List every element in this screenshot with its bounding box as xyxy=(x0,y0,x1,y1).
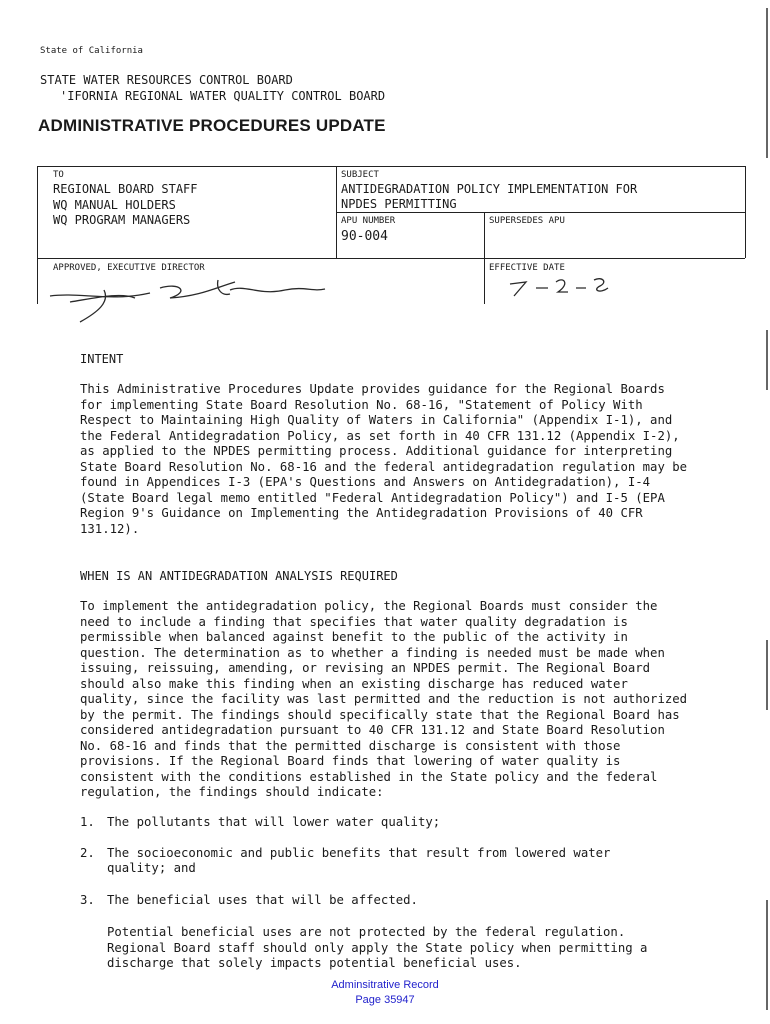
note-paragraph xyxy=(107,925,647,972)
text-line: provisions. If the Regional Board finds that lowering of water quality is xyxy=(80,754,621,768)
text-line: This Administrative Procedures Update provides guidance for the Regional Boards xyxy=(80,382,665,396)
text-line: for implementing State Board Resolution No. 68-16, "Statement of Policy With xyxy=(80,397,643,412)
effective-date-handwriting xyxy=(500,272,620,302)
text-line: question. The determination as to whether a finding is needed must be made when xyxy=(80,645,665,660)
text-line: the Federal Antidegradation Policy, as set forth in 40 CFR 131.12 (Appendix I-2), xyxy=(80,428,680,443)
scan-edge-mark xyxy=(766,640,768,710)
list-item: quality; and xyxy=(107,861,196,875)
supersedes-label: SUPERSEDES APU xyxy=(489,216,565,226)
text-line: by the permit. The findings should specifically state that the Regional Board has xyxy=(80,707,680,722)
text-line: permissible when balanced against benefit to the public of the activity in xyxy=(80,630,628,644)
list-number: 2. xyxy=(80,846,95,860)
text-line: as applied to the NPDES permitting process. Additional guidance for interpreting xyxy=(80,444,673,458)
document-title: ADMINISTRATIVE PROCEDURES UPDATE xyxy=(38,116,386,135)
text-line: discharge that solely impacts potential beneficial uses. xyxy=(107,956,522,970)
text-line: (State Board legal memo entitled "Federal Antidegradation Policy") and I-5 (EPA xyxy=(80,490,665,505)
record-stamp-line2: Page 35947 xyxy=(355,994,415,1006)
text-line: State Board Resolution No. 68-16 and the federal antidegradation regulation may be xyxy=(80,459,688,474)
text-line: Respect to Maintaining High Quality of Waters in California" (Appendix I-1), and xyxy=(80,413,673,427)
text-line: No. 68-16 and finds that the permitted discharge is consistent with those xyxy=(80,738,621,753)
text-line: found in Appendices I-3 (EPA's Questions and Answers on Antidegradation), I-4 xyxy=(80,475,651,489)
state-label: State of California xyxy=(40,46,143,56)
intent-heading: INTENT xyxy=(80,352,124,366)
intent-paragraph xyxy=(80,382,700,537)
list-number: 3. xyxy=(80,893,95,907)
list-item: The beneficial uses that will be affected. xyxy=(107,893,418,907)
to-label: TO xyxy=(53,170,64,180)
text-line: Potential beneficial uses are not protected by the federal regulation. xyxy=(107,925,626,939)
text-line: issuing, reissuing, amending, or revising an NPDES permit. The Regional Board xyxy=(80,661,651,675)
subject-line: ANTIDEGRADATION POLICY IMPLEMENTATION FOR xyxy=(341,182,638,196)
list-number: 1. xyxy=(80,815,95,829)
to-line: WQ PROGRAM MANAGERS xyxy=(53,213,191,227)
regional-board-name: 'IFORNIA REGIONAL WATER QUALITY CONTROL BOARD xyxy=(60,89,386,103)
text-line: regulation, the findings should indicate: xyxy=(80,785,384,799)
subject-line: NPDES PERMITTING xyxy=(341,197,457,211)
apu-label: APU NUMBER xyxy=(341,216,396,226)
effective-date-label: EFFECTIVE DATE xyxy=(489,263,565,273)
to-line: REGIONAL BOARD STAFF xyxy=(53,182,198,196)
when-heading: WHEN IS AN ANTIDEGRADATION ANALYSIS REQUIRED xyxy=(80,569,398,583)
subject-label: SUBJECT xyxy=(341,170,379,180)
list-item: The pollutants that will lower water quality; xyxy=(107,815,441,829)
scan-edge-mark xyxy=(766,330,768,390)
text-line: considered antidegradation pursuant to 40 CFR 131.12 and State Board Resolution xyxy=(80,723,665,737)
board-name: STATE WATER RESOURCES CONTROL BOARD xyxy=(40,73,293,87)
scan-edge-mark xyxy=(766,900,768,1010)
approved-label: APPROVED, EXECUTIVE DIRECTOR xyxy=(53,263,205,273)
text-line: should also make this finding when an existing discharge has reduced water xyxy=(80,676,628,691)
record-stamp-line1: Adminsitrative Record xyxy=(331,979,439,991)
text-line: Regional Board staff should only apply the State policy when permitting a xyxy=(107,940,648,955)
text-line: 131.12). xyxy=(80,521,140,536)
text-line: need to include a finding that specifies that water quality degradation is xyxy=(80,614,628,629)
when-paragraph xyxy=(80,599,700,801)
text-line: To implement the antidegradation policy, the Regional Boards must consider the xyxy=(80,599,658,613)
director-signature xyxy=(40,262,340,330)
apu-number: 90-004 xyxy=(341,229,388,244)
text-line: Region 9's Guidance on Implementing the Antidegradation Provisions of 40 CFR xyxy=(80,506,643,520)
scan-edge-mark xyxy=(766,8,768,158)
text-line: quality, since the facility was last permitted and the reduction is not authorized xyxy=(80,692,688,706)
to-line: WQ MANUAL HOLDERS xyxy=(53,198,176,212)
list-item: The socioeconomic and public benefits that result from lowered water xyxy=(107,846,611,860)
text-line: consistent with the conditions established in the State policy and the federal xyxy=(80,769,658,784)
